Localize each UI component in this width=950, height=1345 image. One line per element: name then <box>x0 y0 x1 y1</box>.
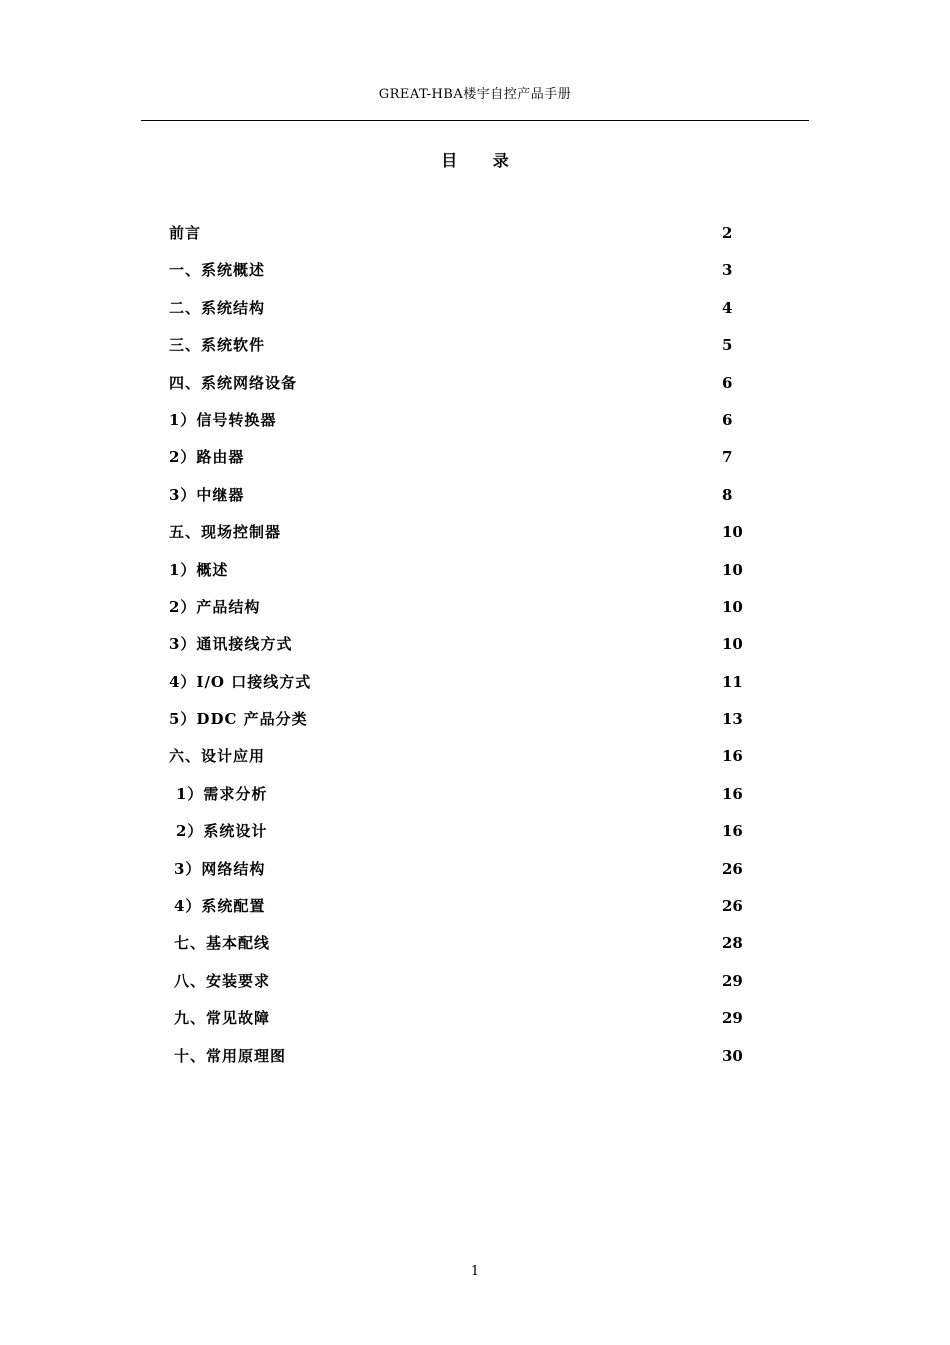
toc-entry-page: 16 <box>722 747 743 766</box>
toc-entry-label: 前言 <box>169 224 202 242</box>
toc-entry-page: 13 <box>722 710 743 729</box>
toc-entry-page: 26 <box>722 897 743 916</box>
toc-entry-page: 11 <box>722 672 743 691</box>
toc-entry-page: 16 <box>722 784 743 803</box>
toc-entry-page: 29 <box>722 1009 743 1028</box>
toc-entry[interactable] <box>0 783 950 820</box>
toc-entry[interactable] <box>0 1007 950 1044</box>
toc-entry-label: 三、系统软件 <box>169 336 266 355</box>
page-number: 1 <box>470 1264 480 1279</box>
toc-entry-label: 3）网络结构 <box>174 859 266 878</box>
toc-entry[interactable] <box>0 1045 950 1082</box>
toc-entry-label: 1）概述 <box>169 560 229 579</box>
toc-entry[interactable] <box>0 446 950 483</box>
toc-entry[interactable] <box>0 297 950 334</box>
toc-entry-label: 2）路由器 <box>169 448 245 467</box>
toc-entry-page: 30 <box>722 1046 743 1065</box>
toc-title: 目 录 <box>441 151 509 170</box>
toc-entry-page: 10 <box>722 597 743 616</box>
toc-entry[interactable] <box>0 484 950 521</box>
toc-entry[interactable] <box>0 708 950 745</box>
toc-entry-label: 3）通讯接线方式 <box>169 635 293 654</box>
toc-entry-page: 5 <box>722 336 733 355</box>
toc-entry-label: 4）I/O 口接线方式 <box>169 672 312 691</box>
toc-entry-label: 十、常用原理图 <box>174 1046 287 1065</box>
toc-entry-page: 6 <box>722 373 733 392</box>
toc-entry-label: 六、设计应用 <box>169 747 266 766</box>
toc-entry-page: 16 <box>722 822 743 841</box>
header-divider <box>141 120 809 121</box>
toc-entry-label: 一、系统概述 <box>169 261 266 280</box>
page-header-title: GREAT-HBA楼宇自控产品手册 <box>378 87 572 102</box>
toc-entry-label: 九、常见故障 <box>174 1009 271 1028</box>
toc-entry[interactable] <box>0 895 950 932</box>
toc-entry-label: 1）信号转换器 <box>169 410 277 429</box>
toc-entry[interactable] <box>0 259 950 296</box>
toc-entry[interactable] <box>0 970 950 1007</box>
toc-entry-label: 5）DDC 产品分类 <box>169 710 308 729</box>
toc-entry-label: 2）产品结构 <box>169 597 261 616</box>
toc-entry-label: 3）中继器 <box>169 485 245 504</box>
toc-entry-label: 五、现场控制器 <box>169 523 282 542</box>
toc-list <box>0 222 950 1082</box>
toc-entry[interactable] <box>0 932 950 969</box>
toc-entry-page: 26 <box>722 859 743 878</box>
toc-entry-page: 10 <box>722 523 743 542</box>
toc-entry-page: 10 <box>722 560 743 579</box>
toc-entry-page: 3 <box>722 261 733 280</box>
toc-entry-page: 10 <box>722 635 743 654</box>
toc-entry-page: 7 <box>722 448 733 467</box>
toc-entry[interactable] <box>0 633 950 670</box>
toc-entry[interactable] <box>0 372 950 409</box>
toc-entry-label: 二、系统结构 <box>169 298 266 317</box>
toc-entry[interactable] <box>0 745 950 782</box>
toc-entry[interactable] <box>0 671 950 708</box>
toc-entry-page: 29 <box>722 971 743 990</box>
toc-entry-label: 1）需求分析 <box>176 784 268 803</box>
toc-entry-page: 4 <box>722 298 733 317</box>
toc-entry[interactable] <box>0 521 950 558</box>
toc-entry-page: 28 <box>722 934 743 953</box>
toc-entry[interactable] <box>0 222 950 259</box>
toc-entry[interactable] <box>0 334 950 371</box>
toc-entry[interactable] <box>0 409 950 446</box>
toc-entry-label: 四、系统网络设备 <box>169 373 298 392</box>
toc-entry[interactable] <box>0 820 950 857</box>
toc-entry-page: 2 <box>722 224 733 242</box>
toc-entry-page: 8 <box>722 485 733 504</box>
toc-entry[interactable] <box>0 858 950 895</box>
toc-entry-label: 七、基本配线 <box>174 934 271 953</box>
toc-entry-label: 八、安装要求 <box>174 971 271 990</box>
toc-entry-label: 4）系统配置 <box>174 897 266 916</box>
toc-entry-label: 2）系统设计 <box>176 822 268 841</box>
toc-entry-page: 6 <box>722 410 733 429</box>
toc-entry[interactable] <box>0 596 950 633</box>
toc-entry[interactable] <box>0 559 950 596</box>
